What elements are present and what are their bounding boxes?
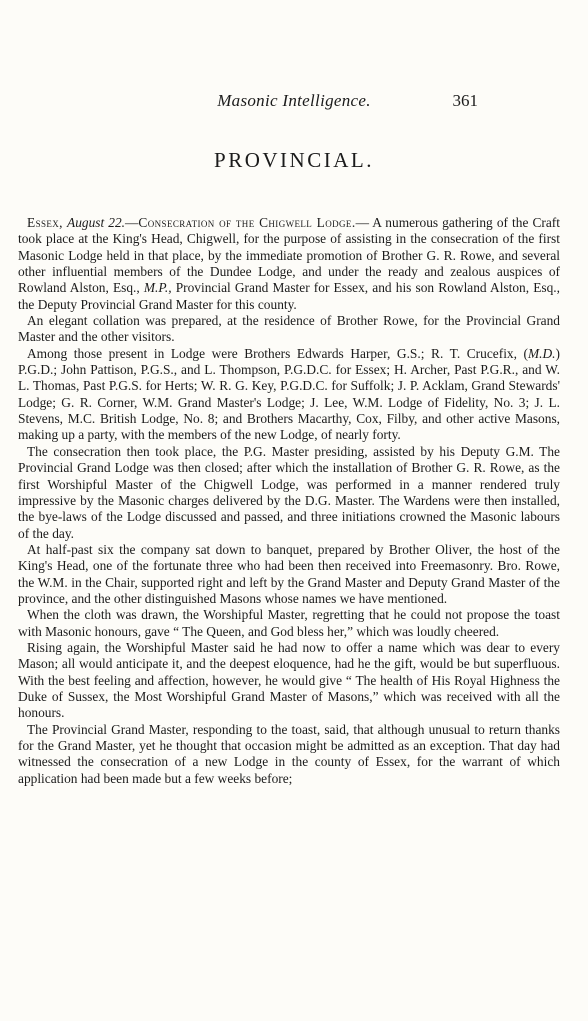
- paragraph-4: The consecration then took place, the P.G. Master presiding, assisted by his Deputy G.M. The Provincial Grand Lodge was then closed; after which the installation of Brother G. R. Rowe, as the first Worshipful Master of the Chigwell Lodge, was performed in a manner rendered truly impressive by the Masonic charges delivered by the D.G. Master. The Wardens were then installed, the bye-laws of the Lodge discussed and passed, and three initiations crowned the Masonic labours of the day.: [18, 443, 560, 541]
- place-name: Essex,: [27, 215, 63, 230]
- running-title: Masonic Intelligence.: [217, 91, 371, 110]
- paragraph-1: [18, 215, 560, 313]
- paragraph-5: At half-past six the company sat down to banquet, prepared by Brother Oliver, the host of the King's Head, one of the fortunate three who had been then received into Freemasonry. Bro. Rowe, the W.M. in the Chair, supported right and left by the Grand Master and Deputy Grand Master of the province, and the other distinguished Masons whose names we have mentioned.: [18, 541, 560, 606]
- article-body: [18, 215, 560, 787]
- report-date: August 22.: [67, 215, 126, 230]
- paragraph-3-text-b: ) P.G.D.; John Pattison, P.G.S., and L. Thompson, P.G.D.C. for Essex; H. Archer, Past P.G.R., and W. L. Thomas, Past P.G.S. for Herts; W. R. G. Key, P.G.D.C. for Suffolk; J. P. Acklam, Grand Stewards' Lodge; G. R. Corner, W.M. Grand Master's Lodge; J. Lee, W.M. Lodge of Fidelity, No. 3; J. L. Stevens, M.C. British Lodge, No. 8; and Brothers Macarthy, Cox, Filby, and other active Masons, making up a party, with the members of the new Lodge, of nearly forty.: [18, 345, 560, 443]
- mp-abbrev: M.P.,: [143, 280, 172, 296]
- paragraph-6: When the cloth was drawn, the Worshipful Master, regretting that he could not propose the toast with Masonic honours, gave “ The Queen, and God bless her,” which was loudly cheered.: [18, 607, 560, 639]
- section-title: PROVINCIAL.: [214, 148, 374, 172]
- paragraph-3-text-a: Among those present in Lodge were Brothers Edwards Harper, G.S.; R. T. Crucefix, (: [27, 345, 528, 361]
- paragraph-2: An elegant collation was prepared, at the residence of Brother Rowe, for the Provincial Grand Master and the other visitors.: [18, 313, 560, 345]
- md-abbrev: M.D.: [528, 345, 556, 361]
- paragraph-8: The Provincial Grand Master, responding to the toast, said, that although unusual to return thanks for the Grand Master, yet he thought that occasion might be admitted as an exception. That day had witnessed the consecration of a new Lodge in the county of Essex, for the warrant of which application had been made but a few weeks before;: [18, 721, 560, 786]
- paragraph-1-text-a: — A numerous gathering of the Craft took place at the King's Head, Chigwell, for the purpose of assisting in the consecration of the first Masonic Lodge held in that place, by the immediate promotion of Brother G. R. Rowe, and several other influential members of the Dundee Lodge, and under the ready and zealous auspices of Rowland Alston, Esq.,: [18, 215, 560, 296]
- date-dash: —: [125, 215, 139, 230]
- running-head: [0, 91, 588, 111]
- paragraph-7: Rising again, the Worshipful Master said he had now to offer a name which was dear to every Mason; all would anticipate it, and the deepest eloquence, had he the gift, would be but superfluous. With the best feeling and affection, however, he would give “ The health of His Royal Highness the Duke of Sussex, the Most Worshipful Grand Master of Masons,” which was received with all the honours.: [18, 639, 560, 721]
- paragraph-3: [18, 346, 560, 444]
- page-number: 361: [452, 91, 478, 110]
- paragraph-1-text-b: Provincial Grand Master for Essex, and his son Rowland Alston, Esq., the Deputy Provincial Grand Master for this county.: [18, 280, 561, 312]
- article-caption: Consecration of the Chigwell Lodge.: [138, 215, 356, 230]
